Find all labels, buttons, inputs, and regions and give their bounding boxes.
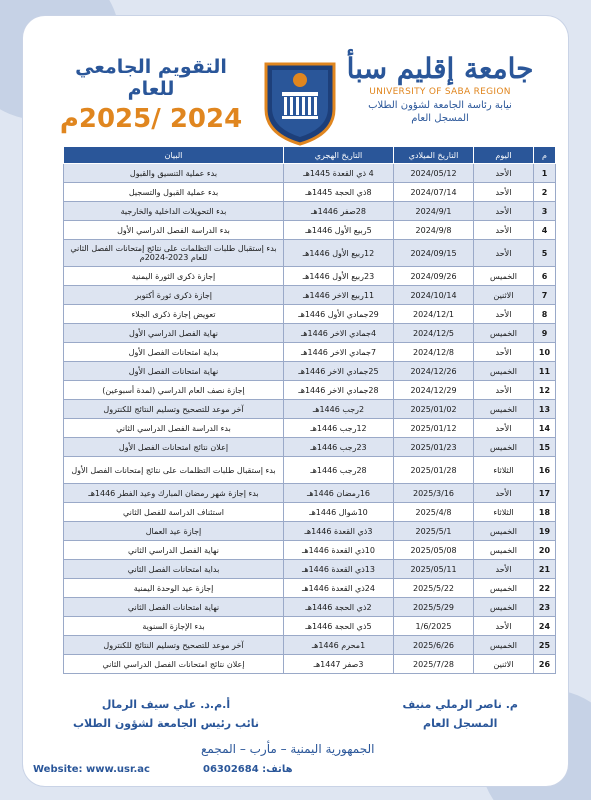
cell-statement: نهاية الفصل الدراسي الأول (64, 324, 284, 343)
cell-day: الخميس (474, 522, 534, 541)
cell-day: الخميس (474, 267, 534, 286)
cell-day: الخميس (474, 324, 534, 343)
table-row (64, 324, 556, 343)
cell-day: الثلاثاء (474, 457, 534, 484)
table-row (64, 343, 556, 362)
cell-gregorian-date: 2024/07/14 (394, 183, 474, 202)
cell-num: 7 (534, 286, 556, 305)
cell-hijri-date: 4 ذي القعدة 1445هـ (284, 164, 394, 183)
cell-gregorian-date: 2025/01/12 (394, 419, 474, 438)
vice-president-signature (73, 698, 259, 730)
table-row (64, 598, 556, 617)
footer-address: الجمهورية اليمنية – مأرب – المجمع (201, 742, 375, 756)
cell-day: الاثنين (474, 655, 534, 674)
cell-num: 8 (534, 305, 556, 324)
cell-hijri-date: 10ذي القعدة 1446هـ (284, 541, 394, 560)
cell-gregorian-date: 2025/5/29 (394, 598, 474, 617)
university-english-name: UNIVERSITY OF SABA REGION (369, 87, 511, 97)
cell-day: الخميس (474, 362, 534, 381)
cell-gregorian-date: 2025/01/28 (394, 457, 474, 484)
table-row (64, 617, 556, 636)
table-row (64, 484, 556, 503)
cell-statement: بدء عملية التنسيق والقبول (64, 164, 284, 183)
cell-num: 17 (534, 484, 556, 503)
cell-hijri-date: 3صفر 1447هـ (284, 655, 394, 674)
calendar-card (23, 16, 568, 786)
cell-hijri-date: 23ربيع الأول 1446هـ (284, 267, 394, 286)
cell-day: الأحد (474, 484, 534, 503)
cell-num: 9 (534, 324, 556, 343)
cell-day: الخميس (474, 579, 534, 598)
cell-num: 14 (534, 419, 556, 438)
cell-gregorian-date: 2024/09/26 (394, 267, 474, 286)
department-name: نيابة رئاسة الجامعة لشؤون الطلاب (368, 100, 512, 111)
cell-statement: آخر موعد للتصحيح وتسليم النتائج للكنترول (64, 400, 284, 419)
table-row (64, 560, 556, 579)
cell-statement: إجازة ذكرى ثورة أكتوبر (64, 286, 284, 305)
office-name: المسجل العام (411, 113, 469, 124)
cell-gregorian-date: 2024/9/8 (394, 221, 474, 240)
cell-day: الأحد (474, 305, 534, 324)
registrar-signature (402, 698, 518, 730)
table-header-row (64, 147, 556, 164)
vice-president-name: أ.م.د. علي سيف الرمال (101, 698, 231, 711)
cell-num: 5 (534, 240, 556, 267)
table-row (64, 183, 556, 202)
cell-day: الأحد (474, 343, 534, 362)
cell-day: الخميس (474, 400, 534, 419)
registrar-name: م. ناصر الرملي منيف (402, 698, 518, 711)
university-logo-text: جامعة إقليم سبأ (346, 52, 534, 85)
cell-statement: بدء الإجازة السنوية (64, 617, 284, 636)
cell-num: 13 (534, 400, 556, 419)
cell-day: الأحد (474, 183, 534, 202)
table-row (64, 655, 556, 674)
cell-statement: نهاية امتحانات الفصل الثاني (64, 598, 284, 617)
cell-hijri-date: 2رجب 1446هـ (284, 400, 394, 419)
table-row (64, 419, 556, 438)
cell-hijri-date: 25جمادي الاخر 1446هـ (284, 362, 394, 381)
cell-num: 1 (534, 164, 556, 183)
cell-day: الأحد (474, 381, 534, 400)
cell-gregorian-date: 2025/01/02 (394, 400, 474, 419)
cell-num: 4 (534, 221, 556, 240)
cell-gregorian-date: 2025/01/23 (394, 438, 474, 457)
cell-num: 11 (534, 362, 556, 381)
cell-gregorian-date: 2025/05/11 (394, 560, 474, 579)
table-row (64, 164, 556, 183)
cell-gregorian-date: 2024/09/15 (394, 240, 474, 267)
table-row (64, 579, 556, 598)
cell-num: 19 (534, 522, 556, 541)
table-row (64, 267, 556, 286)
calendar-table (63, 146, 556, 674)
cell-day: الأحد (474, 240, 534, 267)
cell-day: الخميس (474, 438, 534, 457)
academic-year: 2024 /2025م (59, 104, 243, 134)
cell-gregorian-date: 1/6/2025 (394, 617, 474, 636)
cell-day: الخميس (474, 636, 534, 655)
cell-statement: بداية امتحانات الفصل الأول (64, 343, 284, 362)
footer-website: Website: www.usr.ac (33, 764, 150, 775)
title-block (51, 56, 251, 134)
cell-day: الخميس (474, 541, 534, 560)
cell-hijri-date: 13ذي القعدة 1446هـ (284, 560, 394, 579)
cell-gregorian-date: 2024/12/26 (394, 362, 474, 381)
cell-hijri-date: 12رجب 1446هـ (284, 419, 394, 438)
column-header-gregorian: التاريخ الميلادي (394, 147, 474, 164)
cell-statement: بدء إجازة شهر رمضان المبارك وعيد الفطر 1446هـ (64, 484, 284, 503)
vice-president-title: نائب رئيس الجامعة لشؤون الطلاب (73, 717, 259, 730)
cell-day: الأحد (474, 617, 534, 636)
table-row (64, 221, 556, 240)
cell-statement: إجازة عيد العمال (64, 522, 284, 541)
cell-gregorian-date: 2024/12/1 (394, 305, 474, 324)
cell-gregorian-date: 2025/7/28 (394, 655, 474, 674)
cell-hijri-date: 10شوال 1446هـ (284, 503, 394, 522)
cell-statement: بدء الدراسة الفصل الدراسي الثاني (64, 419, 284, 438)
cell-gregorian-date: 2025/5/22 (394, 579, 474, 598)
table-row (64, 286, 556, 305)
column-header-day: اليوم (474, 147, 534, 164)
table-row (64, 400, 556, 419)
university-identity (340, 52, 540, 124)
cell-statement: بدء التحويلات الداخلية والخارجية (64, 202, 284, 221)
cell-num: 6 (534, 267, 556, 286)
cell-statement: إجازة نصف العام الدراسي (لمدة أسبوعين) (64, 381, 284, 400)
cell-gregorian-date: 2024/9/1 (394, 202, 474, 221)
cell-hijri-date: 28جمادي الاخر 1446هـ (284, 381, 394, 400)
table-row (64, 305, 556, 324)
column-header-statement: البيان (64, 147, 284, 164)
footer-phone: هاتف: 06302684 (203, 764, 293, 775)
table-row (64, 541, 556, 560)
cell-hijri-date: 23رجب 1446هـ (284, 438, 394, 457)
table-row (64, 503, 556, 522)
cell-hijri-date: 11ربيع الاخر 1446هـ (284, 286, 394, 305)
cell-day: الأحد (474, 164, 534, 183)
cell-day: الأحد (474, 202, 534, 221)
cell-num: 12 (534, 381, 556, 400)
cell-statement: نهاية امتحانات الفصل الأول (64, 362, 284, 381)
footer (23, 742, 568, 786)
cell-hijri-date: 29جمادي الأول 1446هـ (284, 305, 394, 324)
table-row (64, 438, 556, 457)
cell-statement: إعلان نتائج امتحانات الفصل الأول (64, 438, 284, 457)
cell-gregorian-date: 2024/10/14 (394, 286, 474, 305)
cell-day: الأحد (474, 419, 534, 438)
cell-statement: بدء عملية القبول والتسجيل (64, 183, 284, 202)
cell-gregorian-date: 2024/12/29 (394, 381, 474, 400)
cell-day: الأحد (474, 221, 534, 240)
cell-hijri-date: 8ذي الحجة 1445هـ (284, 183, 394, 202)
cell-num: 23 (534, 598, 556, 617)
cell-num: 21 (534, 560, 556, 579)
cell-hijri-date: 7جمادي الاخر 1446هـ (284, 343, 394, 362)
table-row (64, 362, 556, 381)
cell-statement: إجازة عيد الوحدة اليمنية (64, 579, 284, 598)
signatures (23, 688, 568, 738)
cell-gregorian-date: 2025/6/26 (394, 636, 474, 655)
cell-hijri-date: 3ذي القعدة 1446هـ (284, 522, 394, 541)
cell-num: 16 (534, 457, 556, 484)
cell-statement: بدء إستقبال طلبات التظلمات على نتائج إمتحانات الفصل الأول (64, 457, 284, 484)
cell-hijri-date: 12ربيع الأول 1446هـ (284, 240, 394, 267)
cell-gregorian-date: 2024/12/8 (394, 343, 474, 362)
table-row (64, 636, 556, 655)
cell-hijri-date: 1محرم 1446هـ (284, 636, 394, 655)
header (23, 16, 568, 151)
column-header-num: م (534, 147, 556, 164)
cell-num: 22 (534, 579, 556, 598)
cell-num: 18 (534, 503, 556, 522)
cell-num: 10 (534, 343, 556, 362)
cell-num: 26 (534, 655, 556, 674)
cell-gregorian-date: 2025/05/08 (394, 541, 474, 560)
cell-gregorian-date: 2024/05/12 (394, 164, 474, 183)
cell-hijri-date: 5ربيع الأول 1446هـ (284, 221, 394, 240)
cell-hijri-date: 5ذي الحجة 1446هـ (284, 617, 394, 636)
cell-hijri-date: 4جمادي الاخر 1446هـ (284, 324, 394, 343)
cell-hijri-date: 2ذي الحجة 1446هـ (284, 598, 394, 617)
cell-num: 2 (534, 183, 556, 202)
university-seal-icon (260, 54, 340, 146)
cell-statement: بدء الدراسة الفصل الدراسي الأول (64, 221, 284, 240)
cell-num: 25 (534, 636, 556, 655)
table-row (64, 457, 556, 484)
page-title: التقويم الجامعي للعام (75, 56, 227, 100)
cell-statement: إجازة ذكرى الثورة اليمنية (64, 267, 284, 286)
cell-hijri-date: 24ذي القعدة 1446هـ (284, 579, 394, 598)
cell-num: 20 (534, 541, 556, 560)
registrar-title: المسجل العام (423, 717, 498, 730)
cell-gregorian-date: 2025/4/8 (394, 503, 474, 522)
cell-statement: نهاية الفصل الدراسي الثاني (64, 541, 284, 560)
cell-gregorian-date: 2025/5/1 (394, 522, 474, 541)
cell-gregorian-date: 2025/3/16 (394, 484, 474, 503)
cell-day: الأحد (474, 560, 534, 579)
cell-num: 3 (534, 202, 556, 221)
table-body (64, 164, 556, 674)
cell-num: 15 (534, 438, 556, 457)
cell-statement: بدء إستقبال طلبات التظلمات على نتائج إمتحانات الفصل الثاني للعام 2023-2024م (64, 240, 284, 267)
table-row (64, 522, 556, 541)
table-row (64, 381, 556, 400)
cell-hijri-date: 16رمضان 1446هـ (284, 484, 394, 503)
cell-statement: تعويض إجازة ذكرى الجلاء (64, 305, 284, 324)
cell-day: الخميس (474, 598, 534, 617)
cell-hijri-date: 28رجب 1446هـ (284, 457, 394, 484)
table-row (64, 240, 556, 267)
cell-day: الاثنين (474, 286, 534, 305)
cell-gregorian-date: 2024/12/5 (394, 324, 474, 343)
cell-statement: استئناف الدراسة للفصل الثاني (64, 503, 284, 522)
cell-day: الثلاثاء (474, 503, 534, 522)
cell-statement: إعلان نتائج امتحانات الفصل الدراسي الثاني (64, 655, 284, 674)
column-header-hijri: التاريخ الهجري (284, 147, 394, 164)
cell-statement: بداية امتحانات الفصل الثاني (64, 560, 284, 579)
table-row (64, 202, 556, 221)
cell-num: 24 (534, 617, 556, 636)
cell-hijri-date: 28صفر 1446هـ (284, 202, 394, 221)
cell-statement: آخر موعد للتصحيح وتسليم النتائج للكنترول (64, 636, 284, 655)
